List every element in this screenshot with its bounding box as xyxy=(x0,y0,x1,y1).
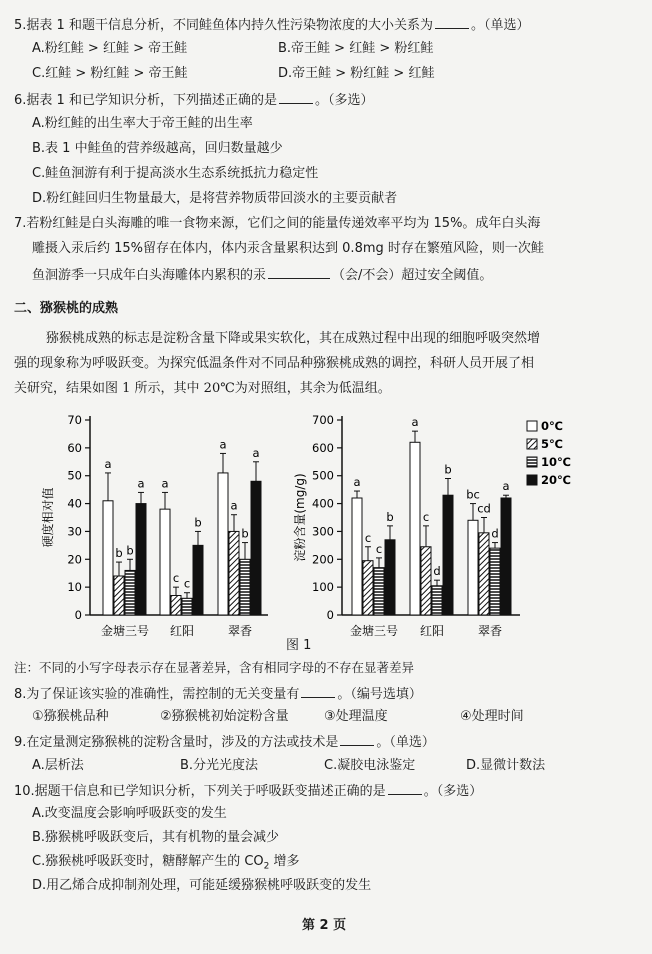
q6-answer-blank[interactable] xyxy=(279,91,313,104)
q10-answer-blank[interactable] xyxy=(388,782,422,795)
y-axis-label: 淀粉含量(mg/g) xyxy=(293,473,307,562)
q9-option-c: C.凝胶电泳鉴定 xyxy=(324,758,416,773)
q10-option-d: D.用乙烯合成抑制剂处理，可能延缓猕猴桃呼吸跃变的发生 xyxy=(32,878,372,893)
significance-letter: a xyxy=(353,475,361,490)
hardness-chart xyxy=(40,413,268,638)
legend-swatch xyxy=(527,475,537,485)
figure-note: 注：不同的小写字母表示存在显著差异，含有相同字母的不存在显著差异 xyxy=(14,660,415,675)
bar xyxy=(374,568,384,615)
significance-letter: b xyxy=(386,509,394,524)
significance-letter: a xyxy=(411,415,419,430)
y-tick-label: 30 xyxy=(67,524,82,539)
legend-swatch xyxy=(527,421,537,431)
q8-option-1: ①猕猴桃品种 xyxy=(32,709,109,724)
q8-option-4: ④处理时间 xyxy=(460,709,524,724)
q8-option-2: ②猕猴桃初始淀粉含量 xyxy=(160,709,289,724)
y-tick-label: 700 xyxy=(312,413,334,427)
bar xyxy=(363,561,373,615)
y-tick-label: 200 xyxy=(312,552,334,567)
legend-swatch xyxy=(527,457,537,467)
legend-label: 10℃ xyxy=(541,455,571,469)
bar xyxy=(103,501,113,615)
legend-label: 0℃ xyxy=(541,419,563,433)
bar xyxy=(136,504,146,615)
significance-letter: bc xyxy=(466,487,480,502)
bar xyxy=(182,598,192,615)
significance-letter: c xyxy=(172,571,180,586)
y-tick-label: 40 xyxy=(67,496,82,511)
y-axis-label: 硬度相对值 xyxy=(41,487,55,548)
bar xyxy=(171,596,181,616)
bar xyxy=(443,495,453,615)
bar xyxy=(410,442,420,615)
bar xyxy=(352,498,362,615)
significance-letter: b xyxy=(444,462,452,477)
page-number: 第 2 页 xyxy=(302,918,347,933)
y-tick-label: 60 xyxy=(67,440,82,455)
q8-option-3: ③处理温度 xyxy=(324,709,388,724)
bar xyxy=(385,540,395,615)
bar xyxy=(193,545,203,615)
bar xyxy=(479,533,489,615)
q9-option-d: D.显微计数法 xyxy=(466,758,546,773)
q8-answer-blank[interactable] xyxy=(301,685,335,698)
x-category-label: 红阳 xyxy=(169,624,195,638)
x-category-label: 红阳 xyxy=(419,624,445,638)
q9-option-b: B.分光光度法 xyxy=(180,758,259,773)
y-tick-label: 600 xyxy=(312,440,334,455)
y-tick-label: 500 xyxy=(312,468,334,483)
q6-stem: 6.据表 1 和已学知识分析，下列描述正确的是 。（多选） xyxy=(14,93,374,108)
significance-letter: b xyxy=(194,515,202,530)
section-heading: 二、猕猴桃的成熟 xyxy=(14,301,119,316)
significance-letter: a xyxy=(219,437,227,452)
q7-line1: 7.若粉红鲑是白头海雕的唯一食物来源，它们之间的能量传递效率平均为 15%。成年白头海 xyxy=(14,216,541,231)
q9-stem: 9.在定量测定猕猴桃的淀粉含量时，涉及的方法或技术是 。（单选） xyxy=(14,735,435,750)
y-tick-label: 70 xyxy=(67,413,82,427)
y-tick-label: 0 xyxy=(74,608,82,622)
q5-answer-blank[interactable] xyxy=(435,16,469,29)
y-tick-label: 50 xyxy=(67,468,82,483)
y-tick-label: 20 xyxy=(67,552,82,567)
y-tick-label: 0 xyxy=(326,608,334,622)
q6-option-a: A.粉红鲑的出生率大于帝王鲑的出生率 xyxy=(32,116,253,131)
q10-option-a: A.改变温度会影响呼吸跃变的发生 xyxy=(32,806,227,821)
q6-option-d: D.粉红鲑回归生物量最大，是将营养物质带回淡水的主要贡献者 xyxy=(32,191,398,206)
q5-option-c: C.红鲑 > 粉红鲑 > 帝王鲑 xyxy=(32,66,188,81)
bar xyxy=(125,570,135,615)
bar xyxy=(501,498,511,615)
chart-legend xyxy=(527,419,571,487)
q5-option-d: D.帝王鲑 > 粉红鲑 > 红鲑 xyxy=(278,66,435,81)
q7-answer-blank[interactable] xyxy=(268,266,330,279)
q6-option-c: C.鲑鱼洄游有利于提高淡水生态系统抵抗力稳定性 xyxy=(32,166,319,181)
q9-answer-blank[interactable] xyxy=(340,733,374,746)
y-tick-label: 400 xyxy=(312,496,334,511)
q10-option-b: B.猕猴桃呼吸跃变后，其有机物的量会减少 xyxy=(32,830,280,845)
q7-line3: 鱼洄游季一只成年白头海雕体内累积的汞 （会/不会）超过安全阈值。 xyxy=(32,268,493,283)
bar xyxy=(421,547,431,615)
bar xyxy=(490,548,500,615)
bar xyxy=(432,586,442,615)
legend-label: 20℃ xyxy=(541,473,571,487)
significance-letter: c xyxy=(422,509,430,524)
significance-letter: a xyxy=(252,445,260,460)
x-category-label: 金塘三号 xyxy=(349,624,399,638)
bar xyxy=(114,576,124,615)
intro-line1: 猕猴桃成熟的标志是淀粉含量下降或果实软化，其在成熟过程中出现的细胞呼吸突然增 xyxy=(46,331,541,346)
bar xyxy=(229,531,239,615)
legend-swatch xyxy=(527,439,537,449)
significance-letter: cd xyxy=(477,501,491,516)
bar xyxy=(468,520,478,615)
significance-letter: a xyxy=(137,476,145,491)
q6-option-b: B.表 1 中鲑鱼的营养级越高，回归数量越少 xyxy=(32,141,283,156)
significance-letter: b xyxy=(115,546,123,561)
q5-option-b: B.帝王鲑 > 红鲑 > 粉红鲑 xyxy=(278,41,434,56)
q8-stem: 8.为了保证该实验的准确性，需控制的无关变量有 。（编号选填） xyxy=(14,687,422,702)
significance-letter: c xyxy=(375,541,383,556)
x-category-label: 翠香 xyxy=(477,624,503,638)
y-tick-label: 100 xyxy=(312,580,334,595)
q7-line2: 雕摄入汞后约 15%留存在体内，体内汞含量累积达到 0.8mg 时存在繁殖风险，则一次鲑 xyxy=(32,241,544,256)
y-tick-label: 10 xyxy=(67,580,82,595)
bar xyxy=(160,509,170,615)
q10-option-c: C.猕猴桃呼吸跃变时，糖酵解产生的 $CO_2$ 增多 xyxy=(32,854,300,872)
significance-letter: a xyxy=(502,479,510,494)
significance-letter: c xyxy=(183,576,191,591)
significance-letter: a xyxy=(230,498,238,513)
q10-stem: 10.据题干信息和已学知识分析，下列关于呼吸跃变描述正确的是 。（多选） xyxy=(14,784,483,799)
significance-letter: a xyxy=(104,456,112,471)
q9-option-a: A.层析法 xyxy=(32,758,84,773)
intro-line3: 关研究，结果如图 1 所示，其中 20℃为对照组，其余为低温组。 xyxy=(14,381,391,396)
bar xyxy=(240,559,250,615)
legend-label: 5℃ xyxy=(541,437,563,451)
y-tick-label: 300 xyxy=(312,524,334,539)
q5-stem: 5.据表 1 和题干信息分析，不同鲑鱼体内持久性污染物浓度的大小关系为 。（单选） xyxy=(14,18,530,33)
significance-letter: d xyxy=(491,526,499,541)
bar xyxy=(218,473,228,615)
figure-1-charts xyxy=(0,405,652,655)
starch-chart xyxy=(292,413,520,638)
x-category-label: 翠香 xyxy=(227,624,253,638)
significance-letter: d xyxy=(433,564,441,579)
significance-letter: b xyxy=(126,543,134,558)
q5-option-a: A.粉红鲑 > 红鲑 > 帝王鲑 xyxy=(32,41,188,56)
x-category-label: 金塘三号 xyxy=(100,624,150,638)
significance-letter: b xyxy=(241,526,249,541)
intro-line2: 强的现象称为呼吸跃变。为探究低温条件对不同品种猕猴桃成熟的调控，科研人员开展了相 xyxy=(14,356,535,371)
bar xyxy=(251,481,261,615)
figure-caption: 图 1 xyxy=(286,638,312,653)
significance-letter: c xyxy=(364,530,372,545)
significance-letter: a xyxy=(161,476,169,491)
